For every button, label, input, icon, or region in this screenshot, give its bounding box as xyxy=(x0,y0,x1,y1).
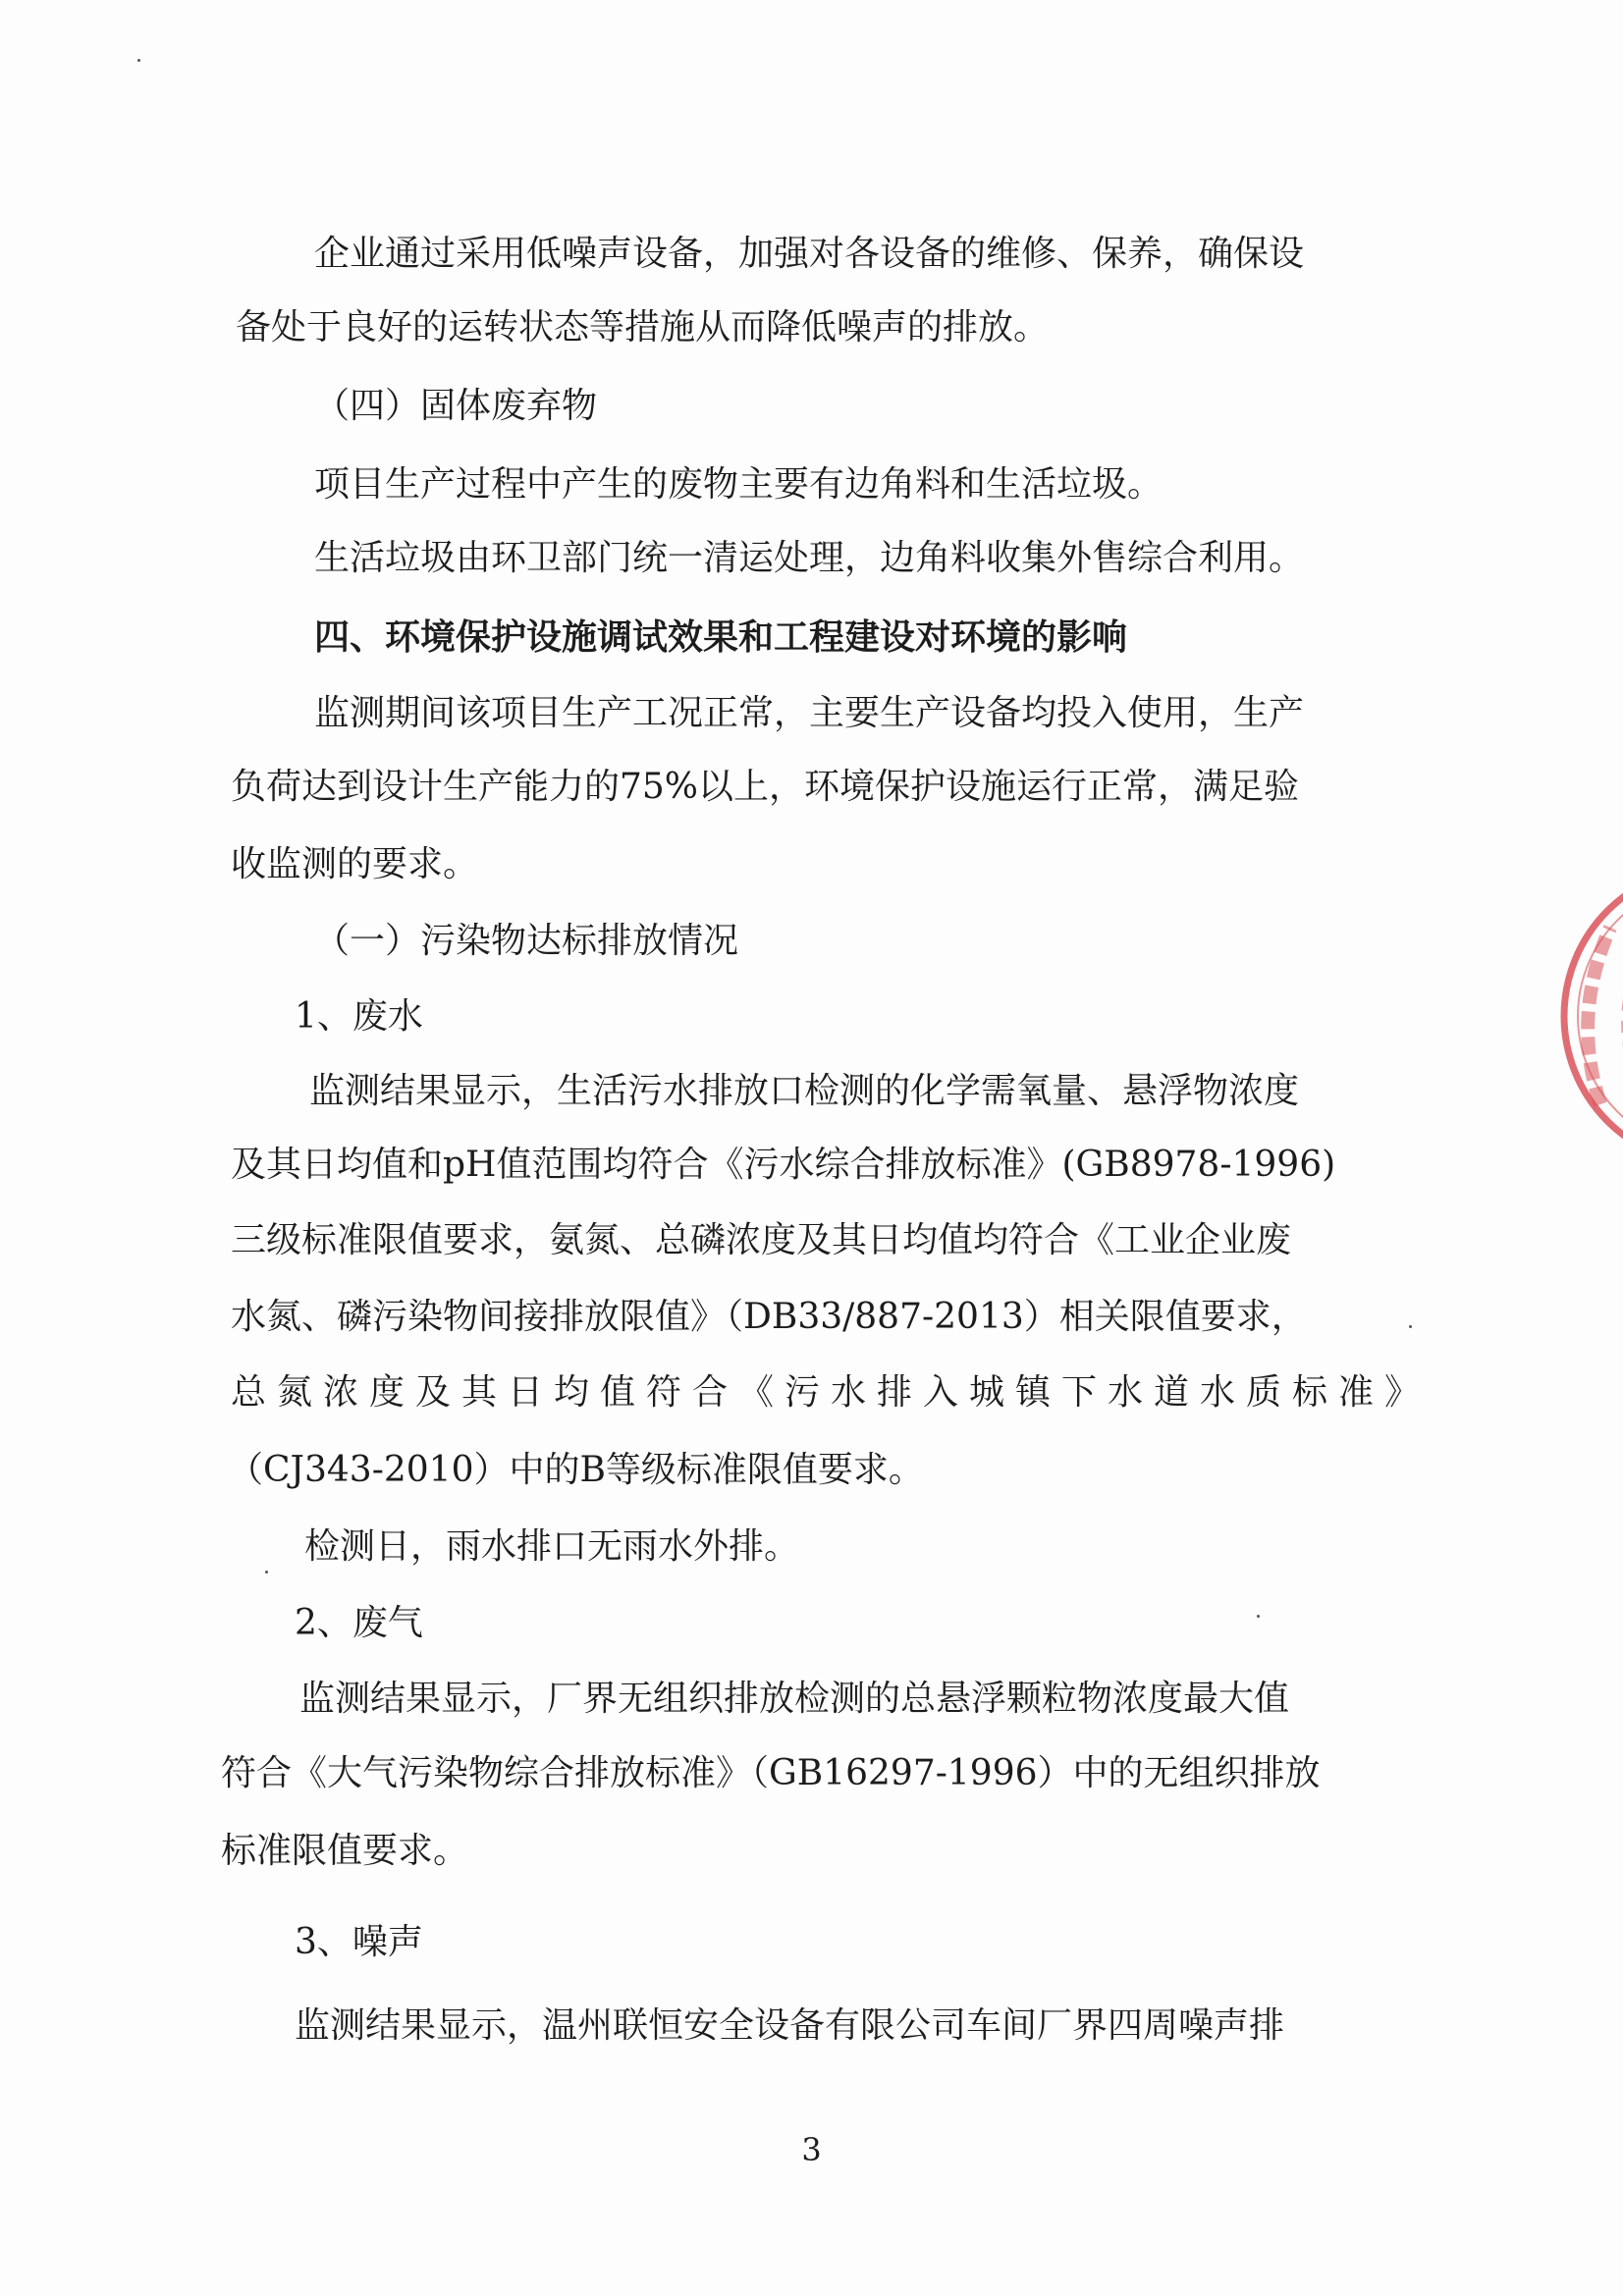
scan-speck xyxy=(137,59,140,62)
text-line: 及其日均值和pH值范围均符合《污水综合排放标准》(GB8978-1996) xyxy=(231,1145,1336,1185)
page-number: 3 xyxy=(801,2131,822,2168)
section-heading: （四）固体废弃物 xyxy=(314,386,598,426)
text-line: 监测结果显示，生活污水排放口检测的化学需氧量、悬浮物浓度 xyxy=(309,1071,1300,1111)
text-line: 检测日，雨水排口无雨水外排。 xyxy=(304,1526,800,1567)
text-line: 水氮、磷污染物间接排放限值》（DB33/887-2013）相关限值要求， xyxy=(231,1297,1307,1337)
text-line: 监测期间该项目生产工况正常，主要生产设备均投入使用，生产 xyxy=(314,693,1305,733)
text-line: 负荷达到设计生产能力的75%以上，环境保护设施运行正常，满足验 xyxy=(231,767,1300,807)
subsection-heading: 3、噪声 xyxy=(295,1922,423,1962)
text-line: 收监测的要求。 xyxy=(231,844,479,884)
text-line: （CJ343-2010）中的B等级标准限值要求。 xyxy=(228,1450,924,1490)
text-line: 企业通过采用低噪声设备，加强对各设备的维修、保养，确保设 xyxy=(314,234,1305,274)
scan-speck xyxy=(1409,1325,1412,1328)
text-line: 符合《大气污染物综合排放标准》（GB16297-1996）中的无组织排放 xyxy=(221,1753,1321,1793)
text-line: 项目生产过程中产生的废物主要有边角料和生活垃圾。 xyxy=(314,464,1163,505)
text-line: 监测结果显示，温州联恒安全设备有限公司车间厂界四周噪声排 xyxy=(295,2005,1285,2046)
chapter-heading: 四、环境保护设施调试效果和工程建设对环境的影响 xyxy=(314,616,1128,658)
company-seal-stamp xyxy=(1542,849,1623,1183)
text-line: 总氮浓度及其日均值符合《污水排入城镇下水道水质标准》 xyxy=(231,1372,1432,1413)
text-line: 标准限值要求。 xyxy=(221,1831,469,1871)
scan-speck xyxy=(1257,1615,1260,1618)
scan-speck xyxy=(265,1571,268,1574)
section-heading: （一）污染物达标排放情况 xyxy=(314,921,739,961)
text-line: 生活垃圾由环卫部门统一清运处理，边角料收集外售综合利用。 xyxy=(314,538,1305,578)
subsection-heading: 2、废气 xyxy=(295,1603,423,1643)
text-line: 备处于良好的运转状态等措施从而降低噪声的排放。 xyxy=(236,307,1050,347)
text-line: 监测结果显示，厂界无组织排放检测的总悬浮颗粒物浓度最大值 xyxy=(299,1679,1290,1719)
subsection-heading: 1、废水 xyxy=(295,996,423,1037)
text-line: 三级标准限值要求，氨氮、总磷浓度及其日均值均符合《工业企业废 xyxy=(231,1220,1292,1260)
